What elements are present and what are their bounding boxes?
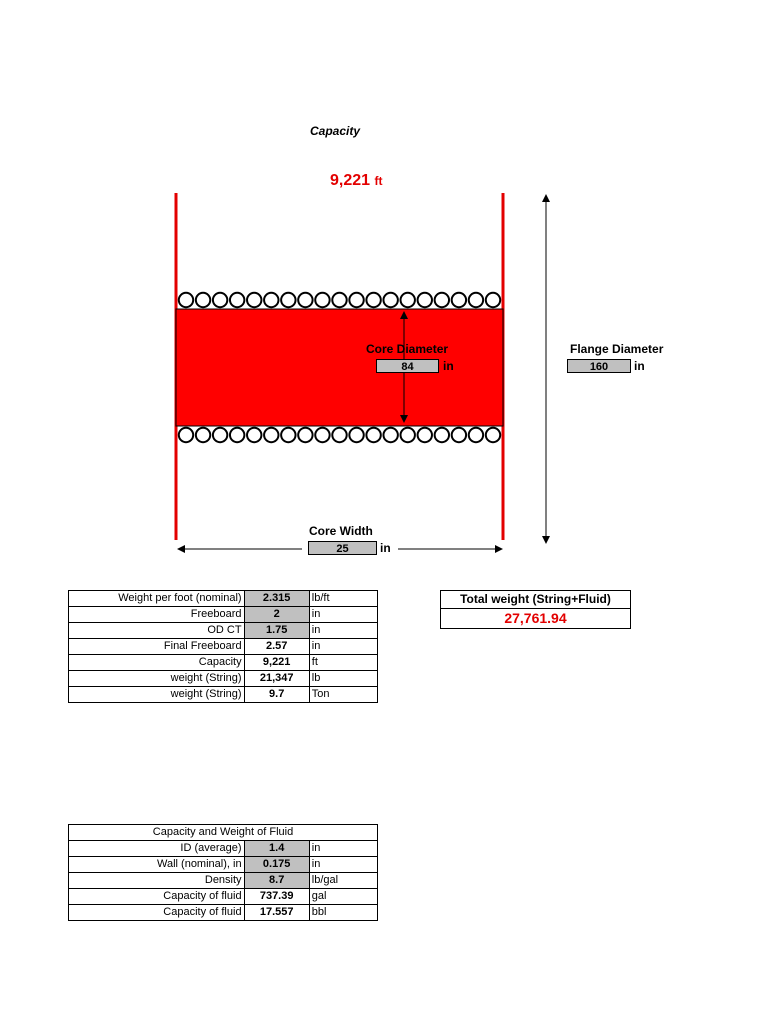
row-value: 9,221 [244,655,309,671]
string-table [68,590,378,703]
row-unit: in [309,857,377,873]
row-value[interactable]: 1.75 [244,623,309,639]
row-label: Density [69,873,245,889]
coil-wrap [247,428,261,442]
row-unit: in [309,841,377,857]
coil-wrap [298,428,312,442]
coil-wrap [332,428,346,442]
string-table-row [69,591,378,607]
coil-row-bottom [179,428,500,442]
coil-wrap [452,428,466,442]
fluid-table-header: Capacity and Weight of Fluid [69,825,378,841]
coil-wrap [366,428,380,442]
row-label: Weight per foot (nominal) [69,591,245,607]
coil-wrap [435,293,449,307]
row-value: 2.57 [244,639,309,655]
fluid-table-row [69,857,378,873]
row-unit: lb/ft [309,591,377,607]
coil-wrap [383,428,397,442]
coil-wrap [366,293,380,307]
coil-wrap [418,293,432,307]
row-label: OD CT [69,623,245,639]
flange-diameter-input[interactable]: 160 [567,359,631,373]
coil-wrap [486,428,500,442]
row-value: 17.557 [244,905,309,921]
row-value: 737.39 [244,889,309,905]
coil-wrap [179,293,193,307]
core-width-unit: in [380,541,391,555]
coil-wrap [401,428,415,442]
row-value[interactable]: 2.315 [244,591,309,607]
row-label: ID (average) [69,841,245,857]
coil-wrap [264,428,278,442]
coil-wrap [213,293,227,307]
total-weight-label: Total weight (String+Fluid) [441,591,631,609]
coil-wrap [281,428,295,442]
coil-wrap [383,293,397,307]
coil-wrap [418,428,432,442]
coil-wrap [469,428,483,442]
string-table-row [69,655,378,671]
core-diameter-label: Core Diameter [366,342,449,356]
fluid-table-row [69,905,378,921]
coil-wrap [452,293,466,307]
coil-wrap [332,293,346,307]
coil-wrap [230,293,244,307]
string-table-row [69,623,378,639]
row-unit: in [309,639,377,655]
flange-diameter-label: Flange Diameter [570,342,664,356]
row-label: Final Freeboard [69,639,245,655]
row-label: Capacity of fluid [69,905,245,921]
fluid-table-row [69,889,378,905]
coil-wrap [281,293,295,307]
page-title: Capacity [310,124,361,138]
row-value: 21,347 [244,671,309,687]
coil-wrap [264,293,278,307]
string-table-row [69,639,378,655]
coil-row-top [179,293,500,307]
row-label: weight (String) [69,687,245,703]
coil-wrap [315,428,329,442]
row-value: 9.7 [244,687,309,703]
flange-diameter-unit: in [634,359,645,373]
coil-wrap [349,428,363,442]
core-width-input[interactable]: 25 [308,541,377,555]
row-unit: lb/gal [309,873,377,889]
coil-wrap [196,428,210,442]
coil-wrap [179,428,193,442]
coil-wrap [435,428,449,442]
row-value[interactable]: 1.4 [244,841,309,857]
row-label: Capacity [69,655,245,671]
coil-wrap [230,428,244,442]
capacity-value: 9,221 [330,172,371,189]
coil-wrap [247,293,261,307]
coil-wrap [196,293,210,307]
coil-wrap [486,293,500,307]
row-value[interactable]: 0.175 [244,857,309,873]
coil-wrap [315,293,329,307]
fluid-table-header-row [69,825,378,841]
row-unit: ft [309,655,377,671]
row-unit: lb [309,671,377,687]
row-label: Capacity of fluid [69,889,245,905]
string-table-row [69,607,378,623]
total-weight-value: 27,761.94 [441,609,631,629]
row-label: Freeboard [69,607,245,623]
total-weight-box [440,590,631,629]
row-unit: in [309,623,377,639]
row-unit: gal [309,889,377,905]
string-table-row [69,671,378,687]
fluid-table-row [69,841,378,857]
row-value[interactable]: 2 [244,607,309,623]
coil-wrap [349,293,363,307]
core-diameter-input[interactable]: 84 [376,359,439,373]
core-width-label: Core Width [309,524,373,538]
fluid-table [68,824,378,921]
row-value[interactable]: 8.7 [244,873,309,889]
row-unit: in [309,607,377,623]
string-table-row [69,687,378,703]
coil-wrap [469,293,483,307]
row-unit: bbl [309,905,377,921]
row-unit: Ton [309,687,377,703]
row-label: weight (String) [69,671,245,687]
core-diameter-unit: in [443,359,454,373]
coil-wrap [213,428,227,442]
core-body [176,309,503,426]
fluid-table-row [69,873,378,889]
coil-wrap [298,293,312,307]
capacity-unit: ft [374,174,383,188]
coil-wrap [401,293,415,307]
row-label: Wall (nominal), in [69,857,245,873]
